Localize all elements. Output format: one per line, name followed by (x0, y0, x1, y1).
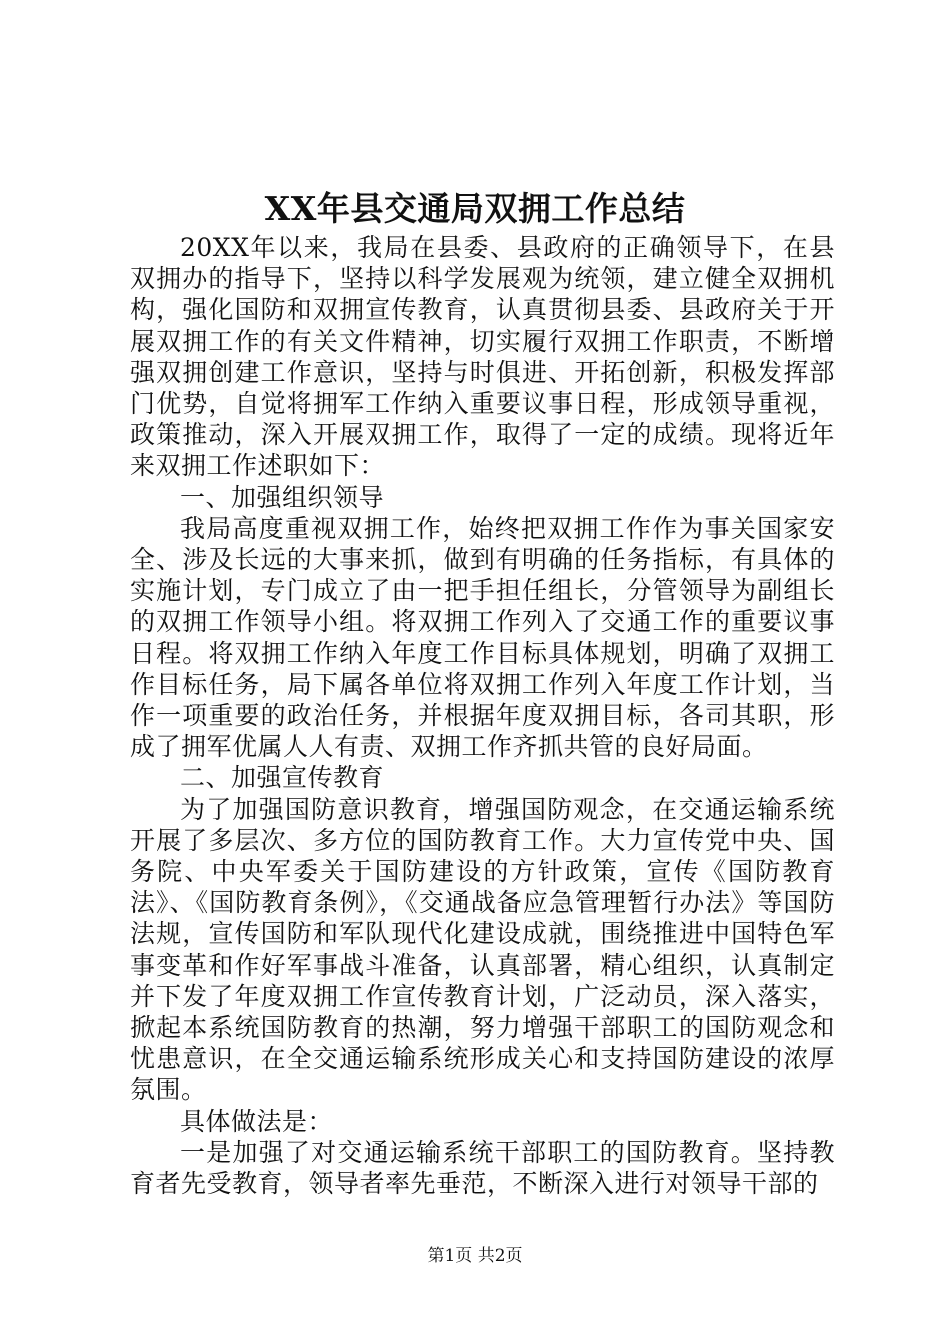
paragraph-methods-intro: 具体做法是： (180, 1106, 334, 1136)
paragraph-organization: 我局高度重视双拥工作，始终把双拥工作作为事关国家安全、涉及长远的大事来抓，做到有明确的任务指标，有具体的实施计划，专门成立了由一把手担任组长，分管领导为副组长的双拥工作领导小组。将双拥工作列入了交通工作的重要议事日程。将双拥工作纳入年度工作目标具体规划，明确了双拥工作目标任务，局下属各单位将双拥工作列入年度工作计划，当作一项重要的政治任务，并根据年度双拥目标，各司其职，形成了拥军优属人人有责、双拥工作齐抓共管的良好局面。 (130, 513, 835, 762)
section-heading-2: 二、加强宣传教育 (180, 763, 385, 793)
page-footer: 第1页 共2页 (427, 1246, 523, 1266)
document-title: XX年县交通局双拥工作总结 (264, 189, 686, 228)
section-heading-1: 一、加强组织领导 (180, 482, 385, 512)
document-body (130, 232, 835, 1199)
paragraph-publicity: 为了加强国防意识教育，增强国防观念，在交通运输系统开展了多层次、多方位的国防教育工作。大力宣传党中央、国务院、中央军委关于国防建设的方针政策，宣传《国防教育法》、《国防教育条例》，《交通战备应急管理暂行办法》等国防法规，宣传国防和军队现代化建设成就，围绕推进中国特色军事变革和作好军事战斗准备，认真部署，精心组织，认真制定并下发了年度双拥工作宣传教育计划，广泛动员，深入落实，掀起本系统国防教育的热潮，努力增强干部职工的国防观念和忧患意识，在全交通运输系统形成关心和支持国防建设的浓厚氛围。 (130, 794, 835, 1105)
paragraph-intro: 20XX年以来，我局在县委、县政府的正确领导下，在县双拥办的指导下，坚持以科学发展观为统领，建立健全双拥机构，强化国防和双拥宣传教育，认真贯彻县委、县政府关于开展双拥工作的有关文件精神，切实履行双拥工作职责，不断增强双拥创建工作意识，坚持与时俱进、开拓创新，积极发挥部门优势，自觉将拥军工作纳入重要议事日程，形成领导重视，政策推动，深入开展双拥工作，取得了一定的成绩。现将近年来双拥工作述职如下： (130, 233, 835, 481)
paragraph-method-1: 一是加强了对交通运输系统干部职工的国防教育。坚持教育者先受教育，领导者率先垂范，不断深入进行对领导干部的 (130, 1137, 835, 1199)
